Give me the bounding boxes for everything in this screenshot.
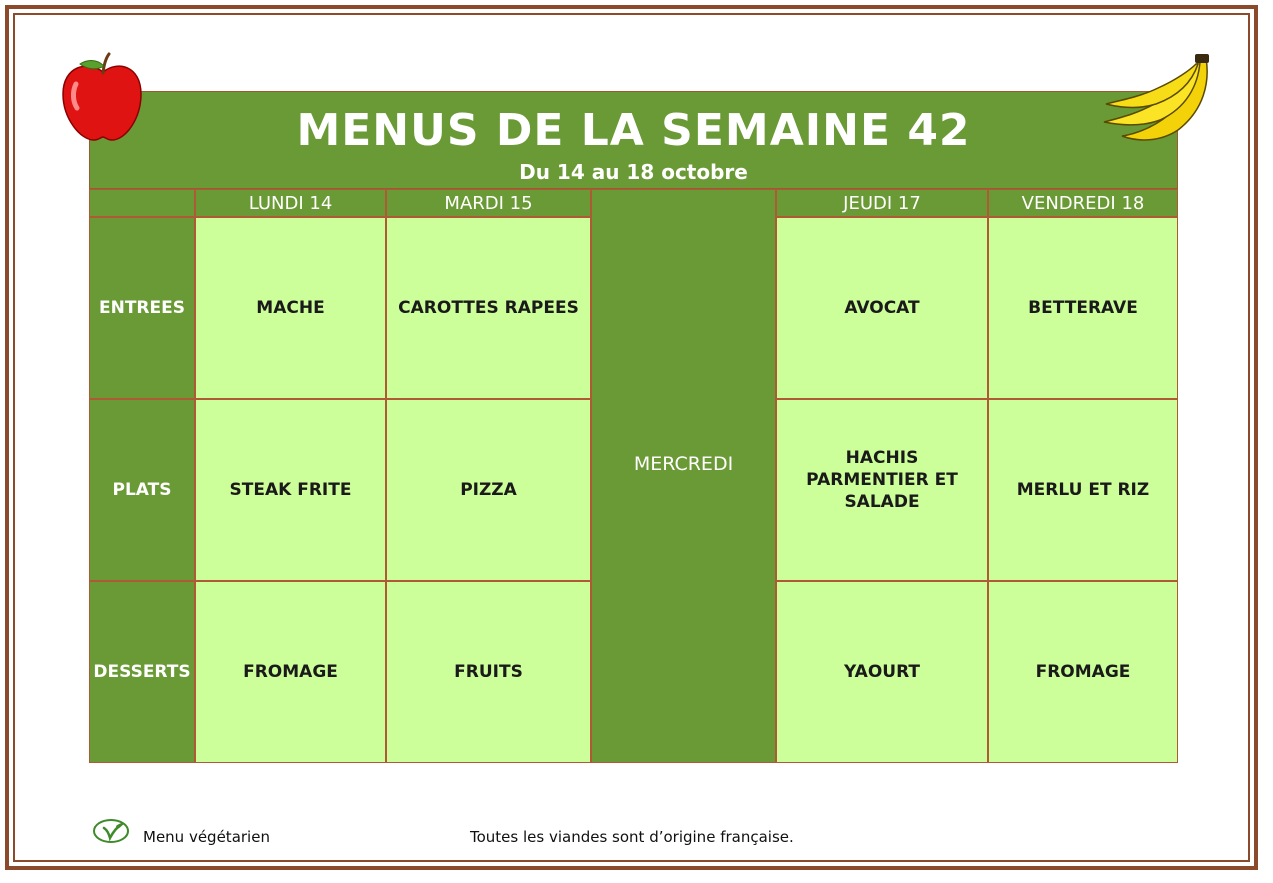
date-range: Du 14 au 18 octobre <box>519 160 748 184</box>
menu-cell: YAOURT <box>776 581 988 763</box>
closed-day-column: MERCREDI <box>591 189 776 763</box>
apple-icon <box>58 52 148 144</box>
vegetarian-legend-label: Menu végétarien <box>143 828 270 846</box>
menu-cell: CAROTTES RAPEES <box>386 217 591 399</box>
menu-cell: AVOCAT <box>776 217 988 399</box>
menu-cell: HACHIS PARMENTIER ET SALADE <box>776 399 988 581</box>
row-label-desserts: DESSERTS <box>89 581 195 763</box>
menu-cell: FRUITS <box>386 581 591 763</box>
menu-cell: MACHE <box>195 217 386 399</box>
day-header-mardi: MARDI 15 <box>386 189 591 217</box>
menu-cell: BETTERAVE <box>988 217 1178 399</box>
menu-cell: MERLU ET RIZ <box>988 399 1178 581</box>
page-title: MENUS DE LA SEMAINE 42 <box>296 105 971 156</box>
menu-cell: FROMAGE <box>988 581 1178 763</box>
vegetarian-leaf-icon <box>92 818 130 844</box>
banana-icon <box>1100 52 1220 152</box>
menu-cell: PIZZA <box>386 399 591 581</box>
row-label-plats: PLATS <box>89 399 195 581</box>
day-header-vendredi: VENDREDI 18 <box>988 189 1178 217</box>
meat-origin-note: Toutes les viandes sont d’origine française. <box>470 828 794 846</box>
row-label-entrees: ENTREES <box>89 217 195 399</box>
day-header-lundi: LUNDI 14 <box>195 189 386 217</box>
menu-header <box>89 91 1178 189</box>
corner-cell <box>89 189 195 217</box>
menu-cell: STEAK FRITE <box>195 399 386 581</box>
menu-cell: FROMAGE <box>195 581 386 763</box>
day-header-jeudi: JEUDI 17 <box>776 189 988 217</box>
